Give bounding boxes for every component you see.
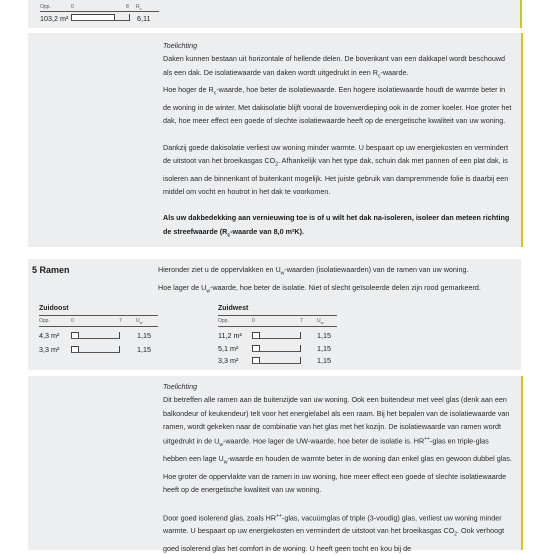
zw-row-1-bar xyxy=(252,332,260,338)
zo-row-2-area: 3,3 m² xyxy=(39,345,60,354)
zo-scale-min: 0 xyxy=(71,318,74,324)
zo-scale-max: 7 xyxy=(119,318,122,324)
zw-row-3-bar xyxy=(252,357,260,363)
zw-row-3-u: 1,15 xyxy=(317,356,331,365)
roof-bar-end xyxy=(129,14,130,21)
group-name-zuidoost: Zuidoost xyxy=(39,305,69,312)
roof-r-label: $R_c$ xyxy=(136,4,142,11)
roof-expl-heading: Toelichting xyxy=(163,41,198,50)
zo-opp-label: Opp. xyxy=(39,318,50,324)
zw-row-1-area: 11,2 m² xyxy=(218,331,242,340)
roof-area: 103,2 m² xyxy=(40,14,69,23)
zo-row-2-bar xyxy=(71,346,79,352)
ramen-intro-line1: Hieronder ziet u de oppervlakken en $U_w$-waarden (isolatiewaarden) van de ramen van uw woning. xyxy=(158,265,469,277)
zo-row-1-bar xyxy=(71,332,79,338)
ramen-expl-p2: Door goed isolerend glas, zoals HR++-glas, vacuümglas of triple (3-voudig) glas, verliest uw woning minder warmte. U bespaart op uw energiekosten en vermindert de uitstoot van het broeikasgas $CO_2$. Ook verhoogt goed isolerend glas het comfort in de woning. U heeft geen tocht en kou bij de xyxy=(163,512,505,554)
zw-u-label: $U_w$ xyxy=(317,318,324,325)
roof-scale-max: 8 xyxy=(126,4,129,10)
zw-row-2-bar xyxy=(252,345,260,351)
zw-row-3-area: 3,3 m² xyxy=(218,356,239,365)
zo-row-1-u: 1,15 xyxy=(137,331,151,340)
roof-expl-p4: Als uw dakbedekking aan vernieuwing toe is of u wilt het dak na-isoleren, isoleer dan meteen richting de streefwaarde ($R_c$-waarde van 8,0 m²K). xyxy=(163,213,510,239)
zo-row-1-area: 4,3 m² xyxy=(39,331,60,340)
roof-bar xyxy=(71,14,115,20)
zw-row-3-bar-end xyxy=(300,357,301,364)
zw-row-2-u: 1,15 xyxy=(317,344,331,353)
zw-row-1-u: 1,15 xyxy=(317,331,331,340)
zw-row-2-bar-end xyxy=(300,345,301,352)
ramen-expl-heading: Toelichting xyxy=(163,382,198,391)
accent-edge xyxy=(520,0,522,28)
group-rule-zuidwest xyxy=(218,315,337,316)
roof-explanation xyxy=(163,39,513,242)
zw-scale-min: 0 xyxy=(252,318,255,324)
zo-row-1-bar-end xyxy=(119,332,120,339)
ramen-explanation xyxy=(163,380,513,555)
ramen-expl-p1: Dit betreffen alle ramen aan de buitenzijde van uw woning. Ook een buitendeur met veel glas (denk aan een balkondeur of keukendeur) telt voor het energielabel als een raam. Bij het bepalen van de isolatiewaarde van ramen, wordt gekeken naar de combinatie van het glas met het kozijn. De isolatiewaarde van ramen wordt uitgedrukt in de $U_w$-waarde. Hoe lager de UW-waarde, hoe beter de isolatie is. HR++-glas en triple-glas hebben een lage $U_w$-waarde en houden de warmte beter in de woning dan enkel glas en gewoon dubbel glas. Hoe groter de oppervlakte van de ramen in uw woning, hoe meer effect een goede of slechte isolatiewaarde heeft op de energetische kwaliteit van uw woning. xyxy=(163,395,512,495)
zo-row-2-bar-end xyxy=(119,346,120,353)
roof-expl-p1: Daken kunnen bestaan uit horizontale of hellende delen. De bovenkant van een dakkapel wordt beschouwd als een dak. De isolatiewaarde van daken wordt uitgedrukt in een $R_c$-waarde. xyxy=(163,54,506,80)
ramen-intro-line2: Hoe lager de $U_w$-waarde, hoe beter de isolatie. Niet of slecht geïsoleerde delen zijn rood gemarkeerd. xyxy=(158,282,481,295)
roof-expl-p3: Dankzij goede dakisolatie verliest uw woning minder warmte. U bespaart op uw energiekosten en vermindert de uitstoot van het broeikasgas $CO_2$. Afhankelijk van het type dak, schuin dak met pannen of een plat dak, is isoleren aan de binnenkant of buitenkant mogelijk. Het juiste gebruik van dampremmende folie is daarbij een middel om vocht en houtrot in het dak te voorkomen. xyxy=(163,142,509,196)
zo-row-2-u: 1,15 xyxy=(137,345,151,354)
roof-scale-min: 0 xyxy=(71,4,74,10)
roof-expl-p2: Hoe hoger de $R_c$-waarde, hoe beter de isolatiewaarde. Een hogere isolatiewaarde houdt de warmte beter in de woning in de winter. Met dakisolatie blijft vooral de bovenverdieping ook in de zomer koeler. Hoe groter het dak, hoe meer effect een goede of slechte isolatiewaarde heeft op de energetische kwaliteit van uw woning. xyxy=(163,85,512,126)
zw-header-rule xyxy=(218,326,337,327)
roof-rvalue: 6,11 xyxy=(137,14,151,23)
group-rule-zuidoost xyxy=(39,315,158,316)
zo-u-label: $U_w$ xyxy=(136,318,143,325)
roof-opp-label: Opp. xyxy=(40,4,51,10)
zw-row-1-bar-end xyxy=(300,332,301,339)
roof-header-rule xyxy=(40,11,159,12)
zo-header-rule xyxy=(39,326,158,327)
ramen-intro xyxy=(158,263,518,299)
group-name-zuidwest: Zuidwest xyxy=(218,305,249,312)
ramen-title: 5 Ramen xyxy=(32,265,70,275)
zw-scale-max: 7 xyxy=(300,318,303,324)
zw-opp-label: Opp. xyxy=(218,318,229,324)
zw-row-2-area: 5,1 m² xyxy=(218,344,239,353)
